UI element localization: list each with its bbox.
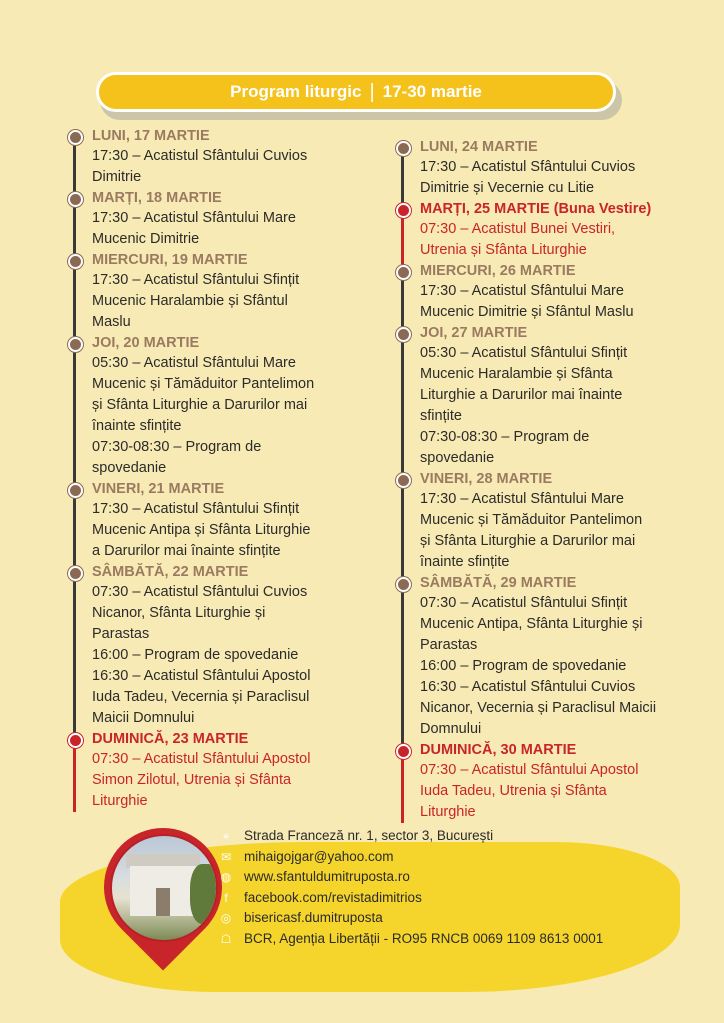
contact-list bbox=[218, 826, 698, 949]
service-line: 16:00 – Program de spovedanie bbox=[420, 658, 627, 674]
service-line: Dimitrie și Vecernie cu Litie bbox=[420, 180, 595, 196]
timeline-dot-icon bbox=[68, 483, 83, 498]
day-title: SÂMBĂTĂ, 22 MARTIE bbox=[92, 564, 249, 580]
service-line: 17:30 – Acatistul Sfântului Mare bbox=[420, 491, 624, 507]
program-banner bbox=[96, 72, 616, 112]
service-line: 17:30 – Acatistul Sfântului Sfințit bbox=[92, 501, 300, 517]
service-line: 17:30 – Acatistul Sfântului Cuvios bbox=[92, 148, 308, 164]
day-title: JOI, 20 MARTIE bbox=[92, 335, 200, 351]
service-line: 16:30 – Acatistul Sfântului Apostol bbox=[92, 668, 311, 684]
day-title: VINERI, 21 MARTIE bbox=[92, 481, 225, 497]
service-line: 16:00 – Program de spovedanie bbox=[92, 647, 299, 663]
schedule-left-column bbox=[68, 126, 368, 812]
day-title: LUNI, 24 MARTIE bbox=[420, 139, 538, 155]
email-icon: ✉ bbox=[220, 849, 232, 864]
schedule-day bbox=[68, 479, 368, 562]
day-title: SÂMBĂTĂ, 29 MARTIE bbox=[420, 575, 577, 591]
service-line: înainte sfințite bbox=[92, 418, 182, 434]
contact-text: www.sfantuldumitruposta.ro bbox=[244, 869, 410, 884]
timeline-dot-icon bbox=[396, 577, 411, 592]
timeline-dot-icon bbox=[68, 566, 83, 581]
schedule-day bbox=[68, 126, 368, 188]
timeline-dot-icon bbox=[68, 337, 83, 352]
timeline-dot-icon bbox=[396, 327, 411, 342]
contact-text: facebook.com/revistadimitrios bbox=[244, 889, 422, 905]
service-line: Maicii Domnului bbox=[92, 710, 195, 726]
schedule-day bbox=[68, 562, 368, 729]
service-line: Mucenic și Tămăduitor Pantelimon bbox=[420, 512, 643, 528]
timeline-dot-icon bbox=[68, 130, 83, 145]
day-title: DUMINICĂ, 23 MARTIE bbox=[92, 731, 249, 747]
schedule-day bbox=[68, 188, 368, 250]
service-line: Mucenic Antipa, Sfânta Liturghie și bbox=[420, 616, 643, 632]
contact-text: mihaigojgar@yahoo.com bbox=[244, 848, 394, 864]
contact-text: Strada Franceză nr. 1, sector 3, București bbox=[244, 828, 494, 843]
service-line: și Sfânta Liturghie a Darurilor mai bbox=[92, 397, 308, 413]
instagram-icon: ◎ bbox=[220, 911, 232, 925]
service-line: spovedanie bbox=[92, 460, 167, 476]
service-line: Parastas bbox=[92, 626, 150, 642]
service-line: și Sfânta Liturghie a Darurilor mai bbox=[420, 533, 636, 549]
service-line: Mucenic Dimitrie bbox=[92, 231, 200, 247]
schedule-day bbox=[68, 250, 368, 333]
service-line: Liturghie bbox=[92, 793, 148, 809]
timeline-dot-icon bbox=[68, 192, 83, 207]
banner-dates: 17-30 martie bbox=[382, 82, 482, 101]
service-line: înainte sfințite bbox=[420, 554, 510, 570]
timeline-dot-icon bbox=[396, 141, 411, 156]
service-line: 07:30 – Acatistul Sfântului Sfințit bbox=[420, 595, 628, 611]
church-photo bbox=[110, 834, 218, 942]
service-line: spovedanie bbox=[420, 450, 495, 466]
service-line: Liturghie a Darurilor mai înainte bbox=[420, 387, 623, 403]
schedule-day bbox=[396, 740, 706, 823]
service-line: Mucenic Haralambie și Sfântul bbox=[92, 293, 288, 309]
service-line: 07:30-08:30 – Program de bbox=[92, 439, 262, 455]
service-line: Mucenic Haralambie și Sfânta bbox=[420, 366, 613, 382]
facebook-icon: f bbox=[224, 890, 228, 905]
schedule-day bbox=[396, 469, 706, 573]
timeline-dot-icon bbox=[396, 265, 411, 280]
day-title: LUNI, 17 MARTIE bbox=[92, 128, 210, 144]
schedule-day bbox=[68, 333, 368, 479]
service-line: a Darurilor mai înainte sfințite bbox=[92, 543, 281, 559]
service-line: 07:30 – Acatistul Sfântului Apostol bbox=[92, 751, 311, 767]
service-line: 17:30 – Acatistul Sfântului Cuvios bbox=[420, 159, 636, 175]
service-line: 07:30 – Acatistul Bunei Vestiri, bbox=[420, 221, 616, 237]
service-line: 16:30 – Acatistul Sfântului Cuvios bbox=[420, 679, 636, 695]
schedule-day bbox=[396, 261, 706, 323]
location-icon: ⌖ bbox=[222, 829, 230, 843]
schedule-day bbox=[396, 323, 706, 469]
service-line: Liturghie bbox=[420, 804, 476, 820]
service-line: Nicanor, Sfânta Liturghie și bbox=[92, 605, 266, 621]
banner-title: Program liturgic bbox=[230, 82, 362, 101]
contact-item[interactable] bbox=[218, 847, 698, 868]
service-line: 17:30 – Acatistul Sfântului Mare bbox=[92, 210, 296, 226]
day-title: VINERI, 28 MARTIE bbox=[420, 471, 553, 487]
service-line: 17:30 – Acatistul Sfântului Mare bbox=[420, 283, 624, 299]
day-title: MIERCURI, 26 MARTIE bbox=[420, 263, 576, 279]
day-title: JOI, 27 MARTIE bbox=[420, 325, 528, 341]
schedule-day bbox=[396, 137, 706, 199]
contact-item[interactable] bbox=[218, 888, 698, 909]
service-line: 17:30 – Acatistul Sfântului Sfințit bbox=[92, 272, 300, 288]
contact-item[interactable] bbox=[218, 908, 698, 929]
service-line: sfințite bbox=[420, 408, 462, 424]
contact-item[interactable] bbox=[218, 867, 698, 888]
day-title: DUMINICĂ, 30 MARTIE bbox=[420, 742, 577, 758]
service-line: Domnului bbox=[420, 721, 482, 737]
schedule-right-column bbox=[396, 137, 706, 823]
contact-text: bisericasf.dumitruposta bbox=[244, 910, 383, 925]
service-line: Simon Zilotul, Utrenia și Sfânta bbox=[92, 772, 292, 788]
schedule-day bbox=[68, 729, 368, 812]
service-line: Iuda Tadeu, Vecernia și Paraclisul bbox=[92, 689, 310, 705]
contact-item bbox=[218, 826, 698, 847]
contact-text: BCR, Agenția Libertății - RO95 RNCB 0069 1109 8613 0001 bbox=[244, 930, 604, 946]
day-title: MARȚI, 25 MARTIE (Buna Vestire) bbox=[420, 201, 652, 217]
service-line: Parastas bbox=[420, 637, 478, 653]
contact-footer bbox=[0, 820, 724, 1023]
contact-item bbox=[218, 929, 698, 950]
service-line: 07:30 – Acatistul Sfântului Cuvios bbox=[92, 584, 308, 600]
timeline-dot-icon bbox=[396, 473, 411, 488]
globe-icon: ◍ bbox=[220, 870, 232, 884]
service-line: Mucenic Dimitrie și Sfântul Maslu bbox=[420, 304, 634, 320]
service-line: Iuda Tadeu, Utrenia și Sfânta bbox=[420, 783, 607, 799]
schedule-day bbox=[396, 199, 706, 261]
timeline-dot-icon bbox=[396, 203, 411, 218]
banner-separator: | bbox=[369, 81, 375, 103]
bank-icon: ☖ bbox=[220, 931, 232, 946]
timeline-dot-icon bbox=[68, 733, 83, 748]
day-title: MARȚI, 18 MARTIE bbox=[92, 190, 222, 206]
service-line: Utrenia și Sfânta Liturghie bbox=[420, 242, 587, 258]
service-line: 05:30 – Acatistul Sfântului Mare bbox=[92, 355, 296, 371]
service-line: 07:30 – Acatistul Sfântului Apostol bbox=[420, 762, 639, 778]
service-line: 07:30-08:30 – Program de bbox=[420, 429, 590, 445]
service-line: Nicanor, Vecernia și Paraclisul Maicii bbox=[420, 700, 657, 716]
service-line: Mucenic Antipa și Sfânta Liturghie bbox=[92, 522, 311, 538]
service-line: Maslu bbox=[92, 314, 131, 330]
timeline-dot-icon bbox=[396, 744, 411, 759]
schedule-day bbox=[396, 573, 706, 740]
service-line: 05:30 – Acatistul Sfântului Sfințit bbox=[420, 345, 628, 361]
timeline-dot-icon bbox=[68, 254, 83, 269]
service-line: Dimitrie bbox=[92, 169, 142, 185]
day-title: MIERCURI, 19 MARTIE bbox=[92, 252, 248, 268]
service-line: Mucenic și Tămăduitor Pantelimon bbox=[92, 376, 315, 392]
